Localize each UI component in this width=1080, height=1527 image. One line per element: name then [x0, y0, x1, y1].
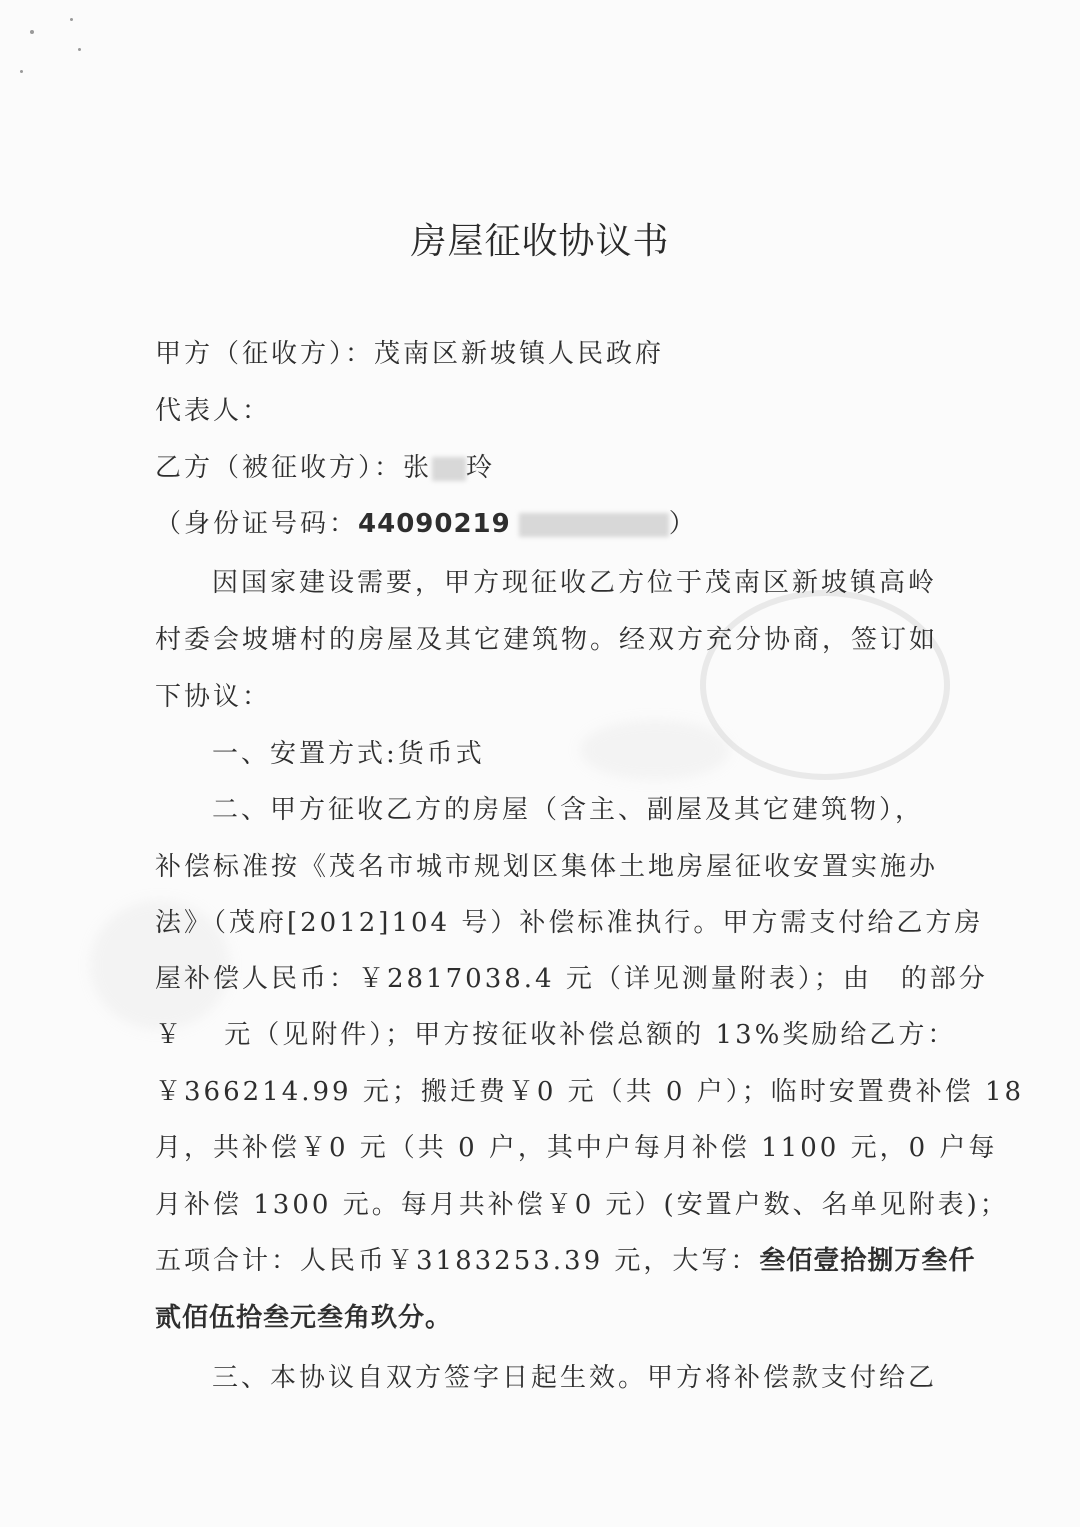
- paper-speck: [30, 30, 34, 34]
- paragraph-line: 补偿标准按《茂名市城市规划区集体土地房屋征收安置实施办: [155, 852, 939, 882]
- party-b-line: [155, 447, 495, 484]
- party-b-prefix: 乙方（被征收方）：张: [155, 453, 433, 483]
- paragraph-line: 因国家建设需要，甲方现征收乙方位于茂南区新坡镇高岭: [212, 568, 938, 598]
- redacted-id: [519, 513, 669, 537]
- paragraph-line: 下协议：: [155, 682, 272, 712]
- clause-two-line: 二、甲方征收乙方的房屋（含主、副屋及其它建筑物），: [212, 795, 925, 825]
- paragraph-line: 月补偿 1300 元。每月共补偿￥0 元）(安置户数、名单见附表)；: [155, 1190, 1009, 1220]
- id-number-line: [155, 503, 698, 540]
- paper-smudge: [580, 720, 730, 780]
- representative-line: 代表人：: [155, 396, 272, 426]
- amount-in-words-1: 叁佰壹拾捌万叁仟: [759, 1246, 976, 1276]
- id-prefix: （身份证号码：: [155, 509, 359, 539]
- paragraph-line: 村委会坡塘村的房屋及其它建筑物。经双方充分协商，签订如: [155, 625, 939, 655]
- amount-in-words-2: 贰佰伍拾叁元叁角玖分。: [155, 1303, 453, 1333]
- clause-three-line: 三、本协议自双方签字日起生效。甲方将补偿款支付给乙: [212, 1363, 938, 1393]
- paper-speck: [78, 48, 81, 51]
- id-suffix: ）: [668, 509, 698, 539]
- party-b-suffix: 玲: [466, 453, 496, 483]
- paper-speck: [20, 70, 23, 73]
- paragraph-line: 法》（茂府[2012]104 号）补偿标准执行。甲方需支付给乙方房: [155, 908, 984, 938]
- paragraph-line: 月，共补偿￥0 元（共 0 户，其中户每月补偿 1100 元，0 户每: [155, 1133, 998, 1163]
- paragraph-line: 屋补偿人民币：￥2817038.4 元（详见测量附表）；由 的部分: [155, 964, 988, 994]
- clause-one-line: 一、安置方式:货币式: [212, 739, 485, 769]
- paragraph-line: ￥366214.99 元；搬迁费￥0 元（共 0 户）；临时安置费补偿 18: [155, 1077, 1025, 1107]
- party-a-line: 甲方（征收方）：茂南区新坡镇人民政府: [155, 339, 665, 369]
- document-title: 房屋征收协议书: [410, 221, 670, 262]
- redacted-name: [432, 457, 466, 481]
- total-line: [155, 1240, 975, 1277]
- total-amount: 五项合计：人民币￥3183253.39 元，大写：: [155, 1246, 760, 1276]
- paper-speck: [70, 18, 73, 21]
- paragraph-line: ￥ 元（见附件）；甲方按征收补偿总额的 13%奖励给乙方：: [155, 1020, 957, 1050]
- id-number: 44090219: [358, 509, 511, 539]
